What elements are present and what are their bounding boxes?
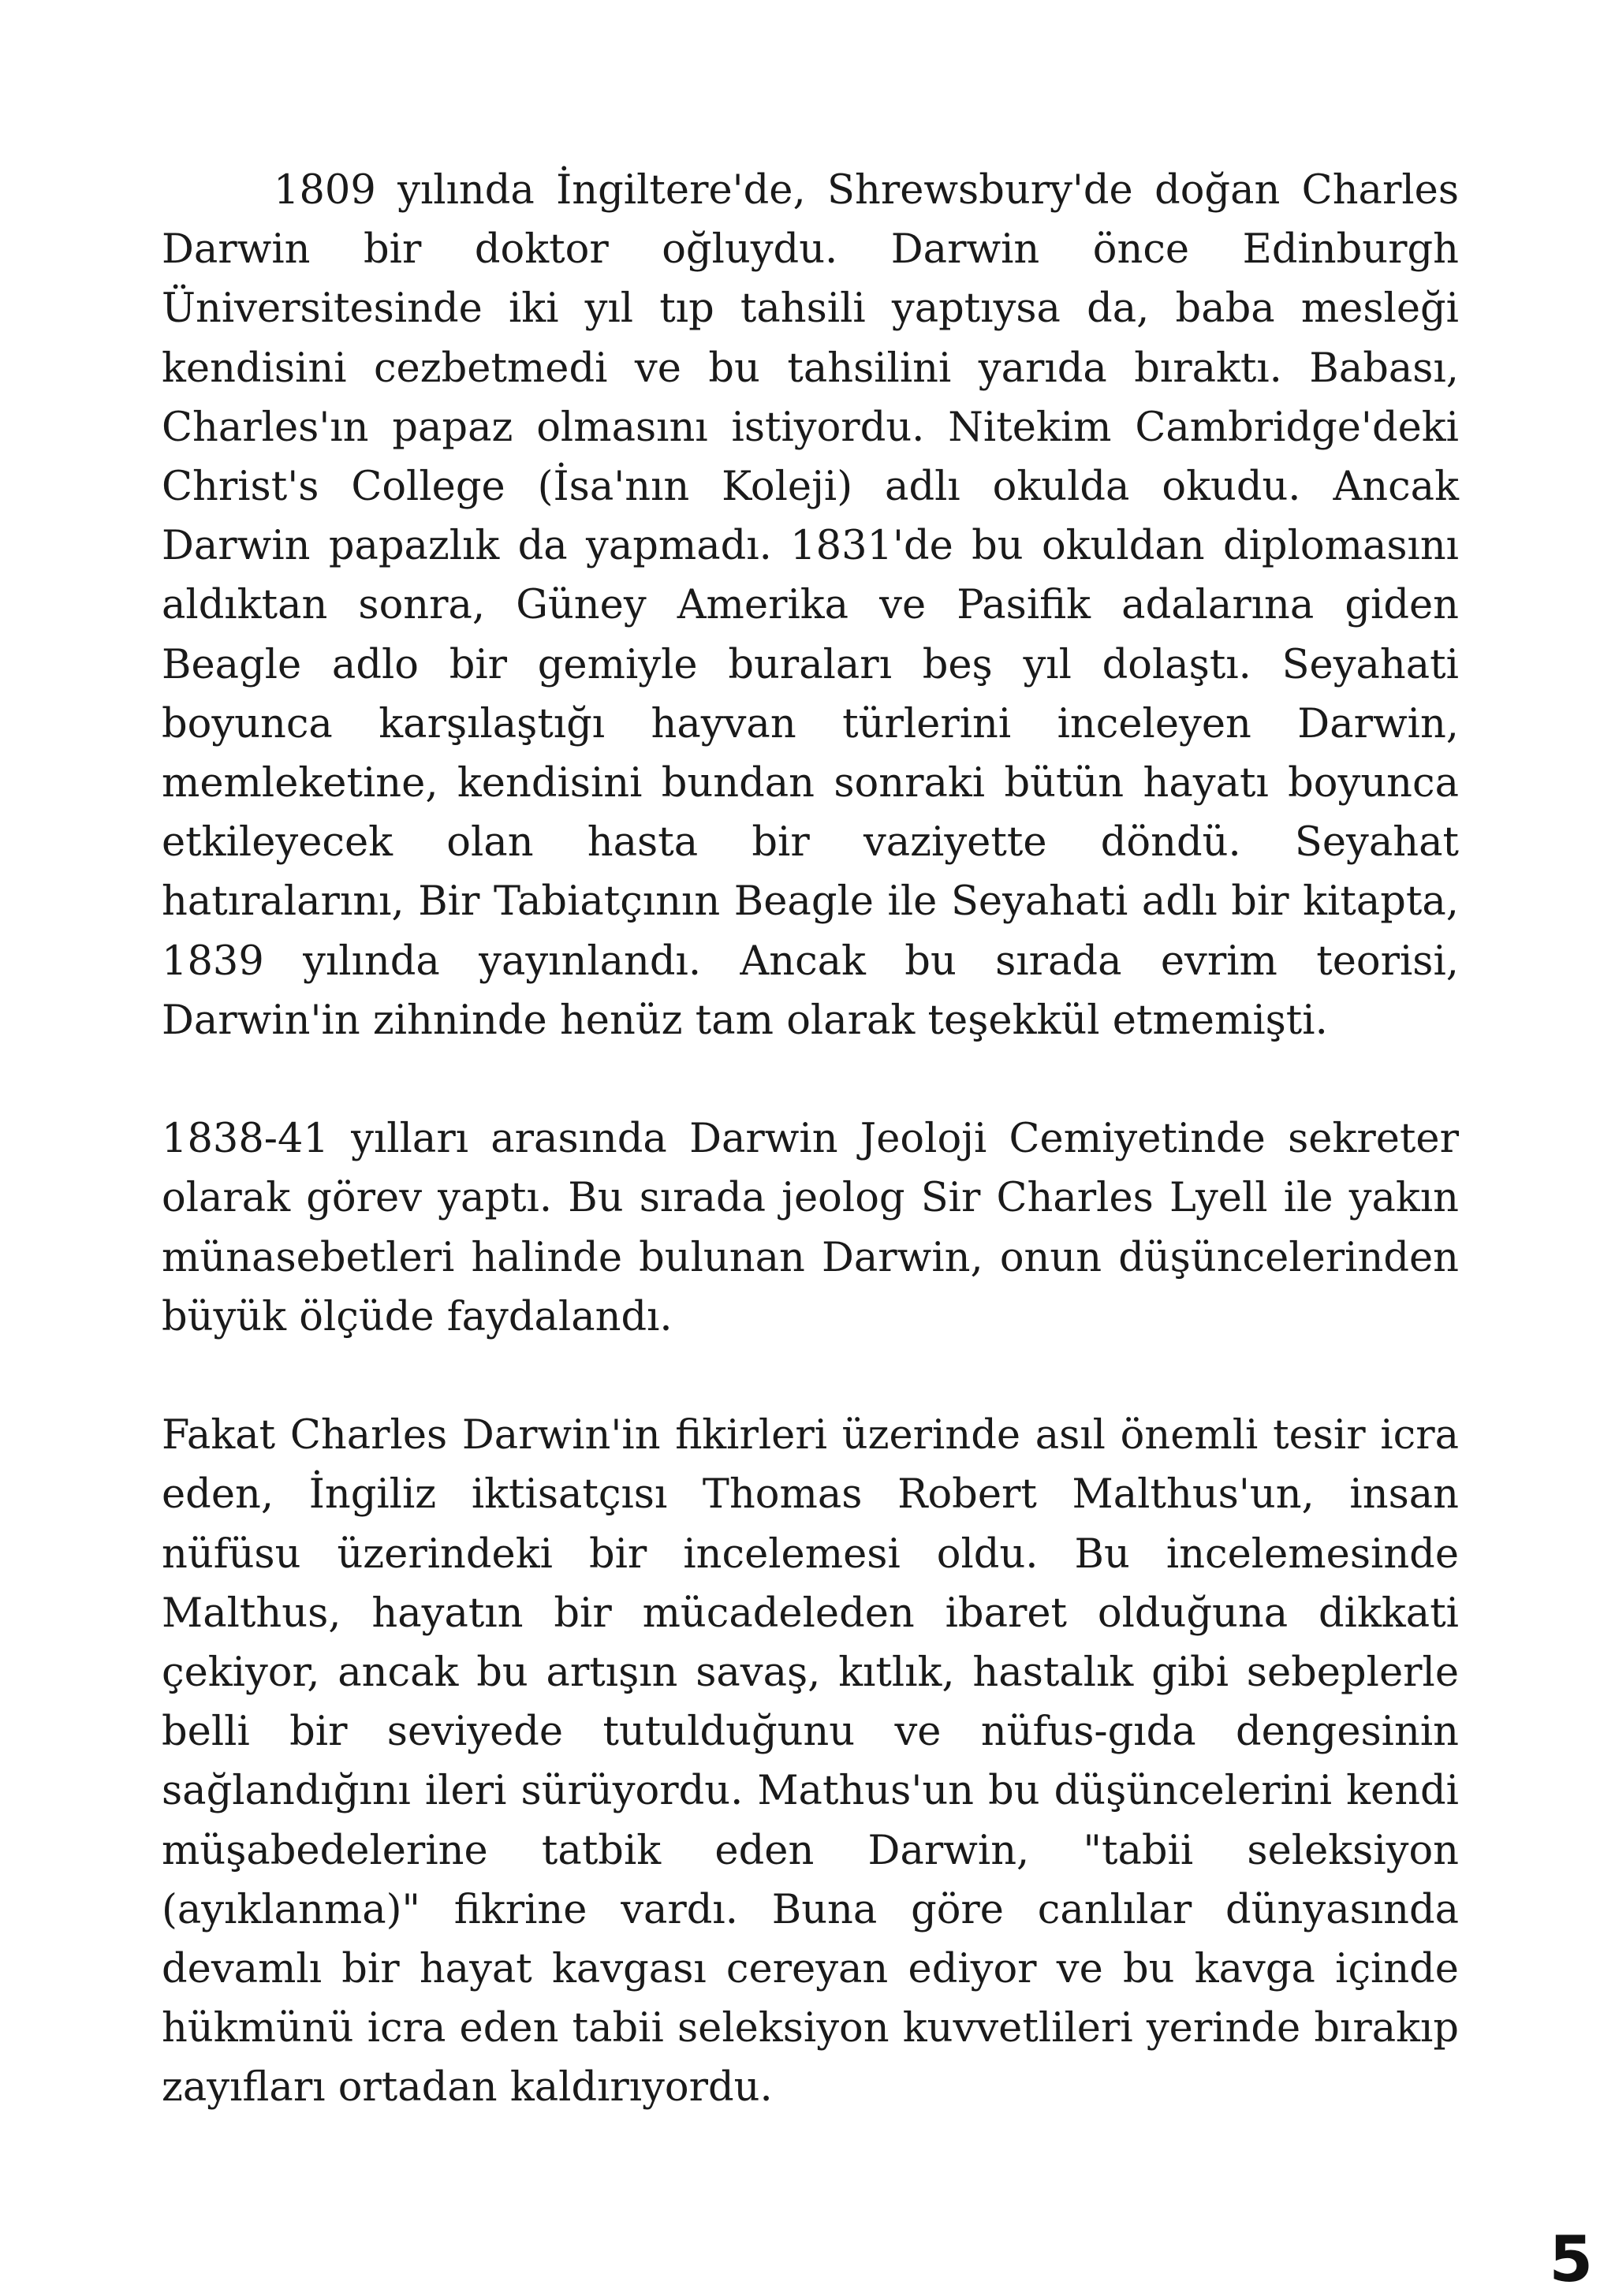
paragraph-darwin-early-life: 1809 yılında İngiltere'de, Shrewsbury'de doğan Charles Darwin bir doktor oğluydu. Darwin önce Edinburgh Üniversitesinde iki yıl tıp tahsili yaptıysa da, baba mesleği kendisini cezbetmedi ve bu tahsilini yarıda bıraktı. Babası, Charles'ın papaz olmasını istiyordu. Nitekim Cambridge'deki Christ's College (İsa'nın Koleji) adlı okulda okudu. Ancak Darwin papazlık da yapmadı. 1831'de bu okuldan diplomasını aldıktan sonra, Güney Amerika ve Pasifik adalarına giden Beagle adlo bir gemiyle buraları beş yıl dolaştı. Seyahati boyunca karşılaştığı hayvan türlerini inceleyen Darwin, memleketine, kendisini bundan sonraki bütün hayatı boyunca etkileyecek olan hasta bir vaziyette döndü. Seyahat hatıralarını, Bir Tabiatçının Beagle ile Seyahati adlı bir kitapta, 1839 yılında yayınlandı. Ancak bu sırada evrim teorisi, Darwin'in zihninde henüz tam olarak teşekkül etmemişti. — [162, 167, 1459, 1044]
paragraph-malthus-influence: Fakat Charles Darwin'in fikirleri üzerinde asıl önemli tesir icra eden, İngiliz iktisatçısı Thomas Robert Malthus'un, insan nüfüsu üzerindeki bir incelemesi oldu. Bu incelemesinde Malthus, hayatın bir mücadeleden ibaret olduğuna dikkati çekiyor, ancak bu artışın savaş, kıtlık, hastalık gibi sebeplerle belli bir seviyede tutulduğunu ve nüfus-gıda dengesinin sağlandığını ileri sürüyordu. Mathus'un bu düşüncelerini kendi müşabedelerine tatbik eden Darwin, "tabii seleksiyon (ayıklanma)" fikrine vardı. Buna göre canlılar dünyasında devamlı bir hayat kavgası cereyan ediyor ve bu kavga içinde hükmünü icra eden tabii seleksiyon kuvvetlileri yerinde bırakıp zayıfları ortadan kaldırıyordu. — [162, 1412, 1459, 2112]
paragraph-geological-society: 1838-41 yılları arasında Darwin Jeoloji Cemiyetinde sekreter olarak görev yaptı. Bu sırada jeolog Sir Charles Lyell ile yakın münasebetleri halinde bulunan Darwin, onun düşüncelerinden büyük ölçüde faydalandı. — [162, 1116, 1459, 1340]
body-text — [162, 161, 1459, 2118]
page-number: 5 — [1549, 2223, 1593, 2296]
